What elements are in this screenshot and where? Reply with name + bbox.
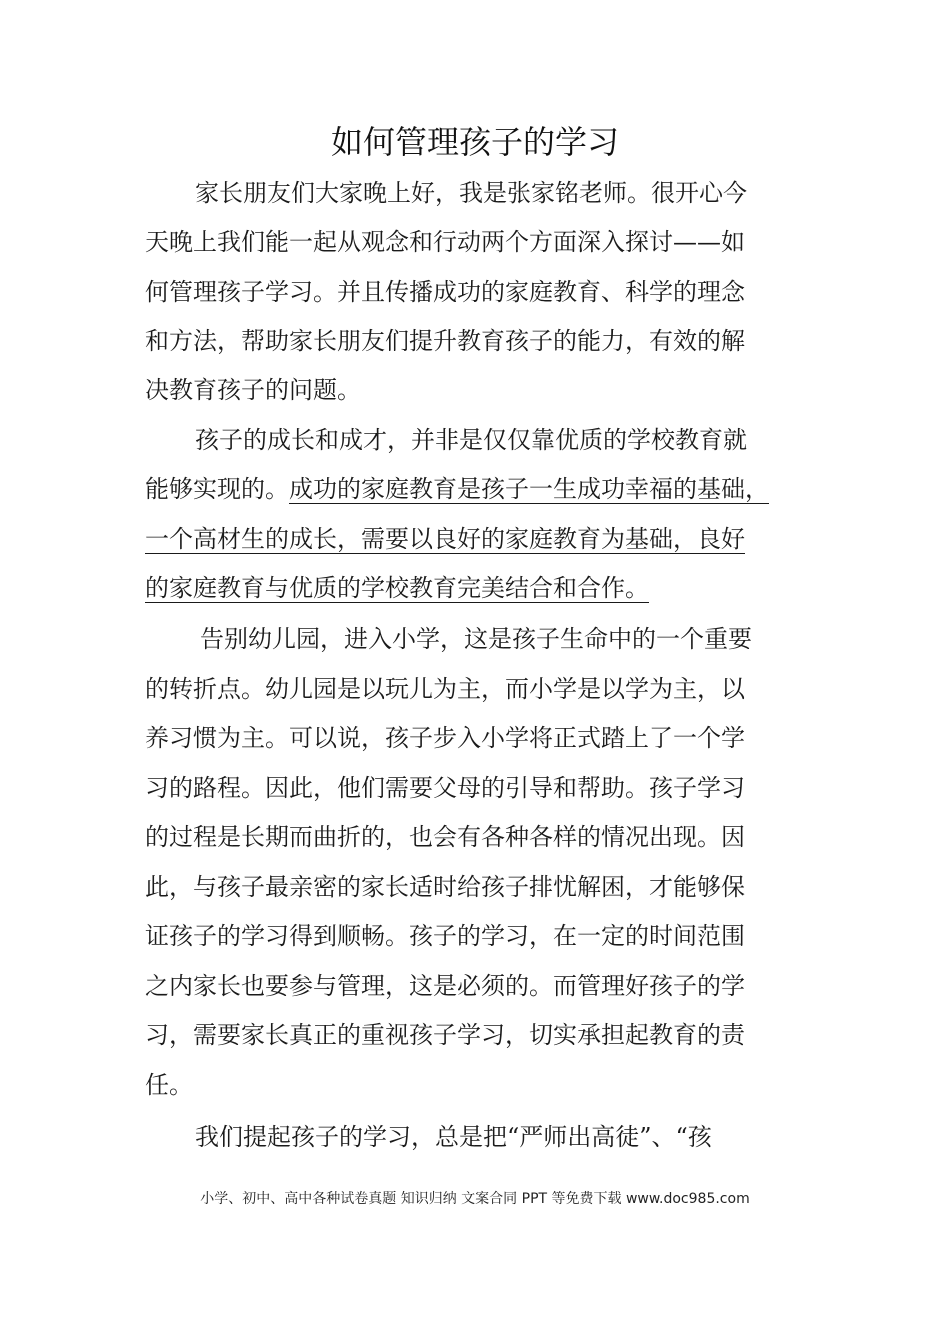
paragraph-2-line-2-text: 能够实现的。 bbox=[145, 475, 289, 503]
paragraph-3-line-7: 证孩子的学习得到顺畅。孩子的学习，在一定的时间范围 bbox=[145, 922, 745, 950]
footer-download-notice: 小学、初中、高中各种试卷真题 知识归纳 文案合同 PPT 等免费下载 www.doc985.com bbox=[200, 1191, 750, 1207]
document-title: 如何管理孩子的学习 bbox=[330, 123, 619, 161]
paragraph-2-line-1: 孩子的成长和成才，并非是仅仅靠优质的学校教育就 bbox=[195, 426, 747, 454]
paragraph-3-line-2: 的转折点。幼儿园是以玩儿为主，而小学是以学为主，以 bbox=[145, 675, 745, 703]
paragraph-1-line-1: 家长朋友们大家晚上好，我是张家铭老师。很开心今 bbox=[195, 179, 747, 207]
paragraph-1-line-5: 决教育孩子的问题。 bbox=[145, 376, 361, 404]
underlined-emphasis-text: 成功的家庭教育是孩子一生成功幸福的基础， bbox=[289, 475, 769, 503]
paragraph-1-line-3: 何管理孩子学习。并且传播成功的家庭教育、科学的理念 bbox=[145, 278, 745, 306]
paragraph-4-line-1: 我们提起孩子的学习，总是把“严师出高徒”、“孩 bbox=[195, 1123, 712, 1151]
paragraph-3-line-3: 养习惯为主。可以说，孩子步入小学将正式踏上了一个学 bbox=[145, 724, 745, 752]
paragraph-1-line-4: 和方法，帮助家长朋友们提升教育孩子的能力，有效的解 bbox=[145, 327, 745, 355]
paragraph-3-line-9: 习，需要家长真正的重视孩子学习，切实承担起教育的责 bbox=[145, 1021, 745, 1049]
paragraph-3-line-6: 此，与孩子最亲密的家长适时给孩子排忧解困，才能够保 bbox=[145, 873, 745, 901]
paragraph-3-line-10: 任。 bbox=[145, 1071, 193, 1099]
paragraph-3-line-8: 之内家长也要参与管理，这是必须的。而管理好孩子的学 bbox=[145, 972, 745, 1000]
paragraph-3-line-1: 告别幼儿园，进入小学，这是孩子生命中的一个重要 bbox=[200, 625, 752, 653]
paragraph-1-line-2: 天晚上我们能一起从观念和行动两个方面深入探讨——如 bbox=[145, 228, 745, 256]
paragraph-2-line-2 bbox=[145, 469, 769, 509]
paragraph-3-line-5: 的过程是长期而曲折的，也会有各种各样的情况出现。因 bbox=[145, 823, 745, 851]
underlined-emphasis-line: 的家庭教育与优质的学校教育完美结合和合作。 bbox=[145, 574, 649, 602]
paragraph-3-line-4: 习的路程。因此，他们需要父母的引导和帮助。孩子学习 bbox=[145, 774, 745, 802]
underlined-emphasis-line: 一个高材生的成长，需要以良好的家庭教育为基础，良好 bbox=[145, 525, 745, 553]
